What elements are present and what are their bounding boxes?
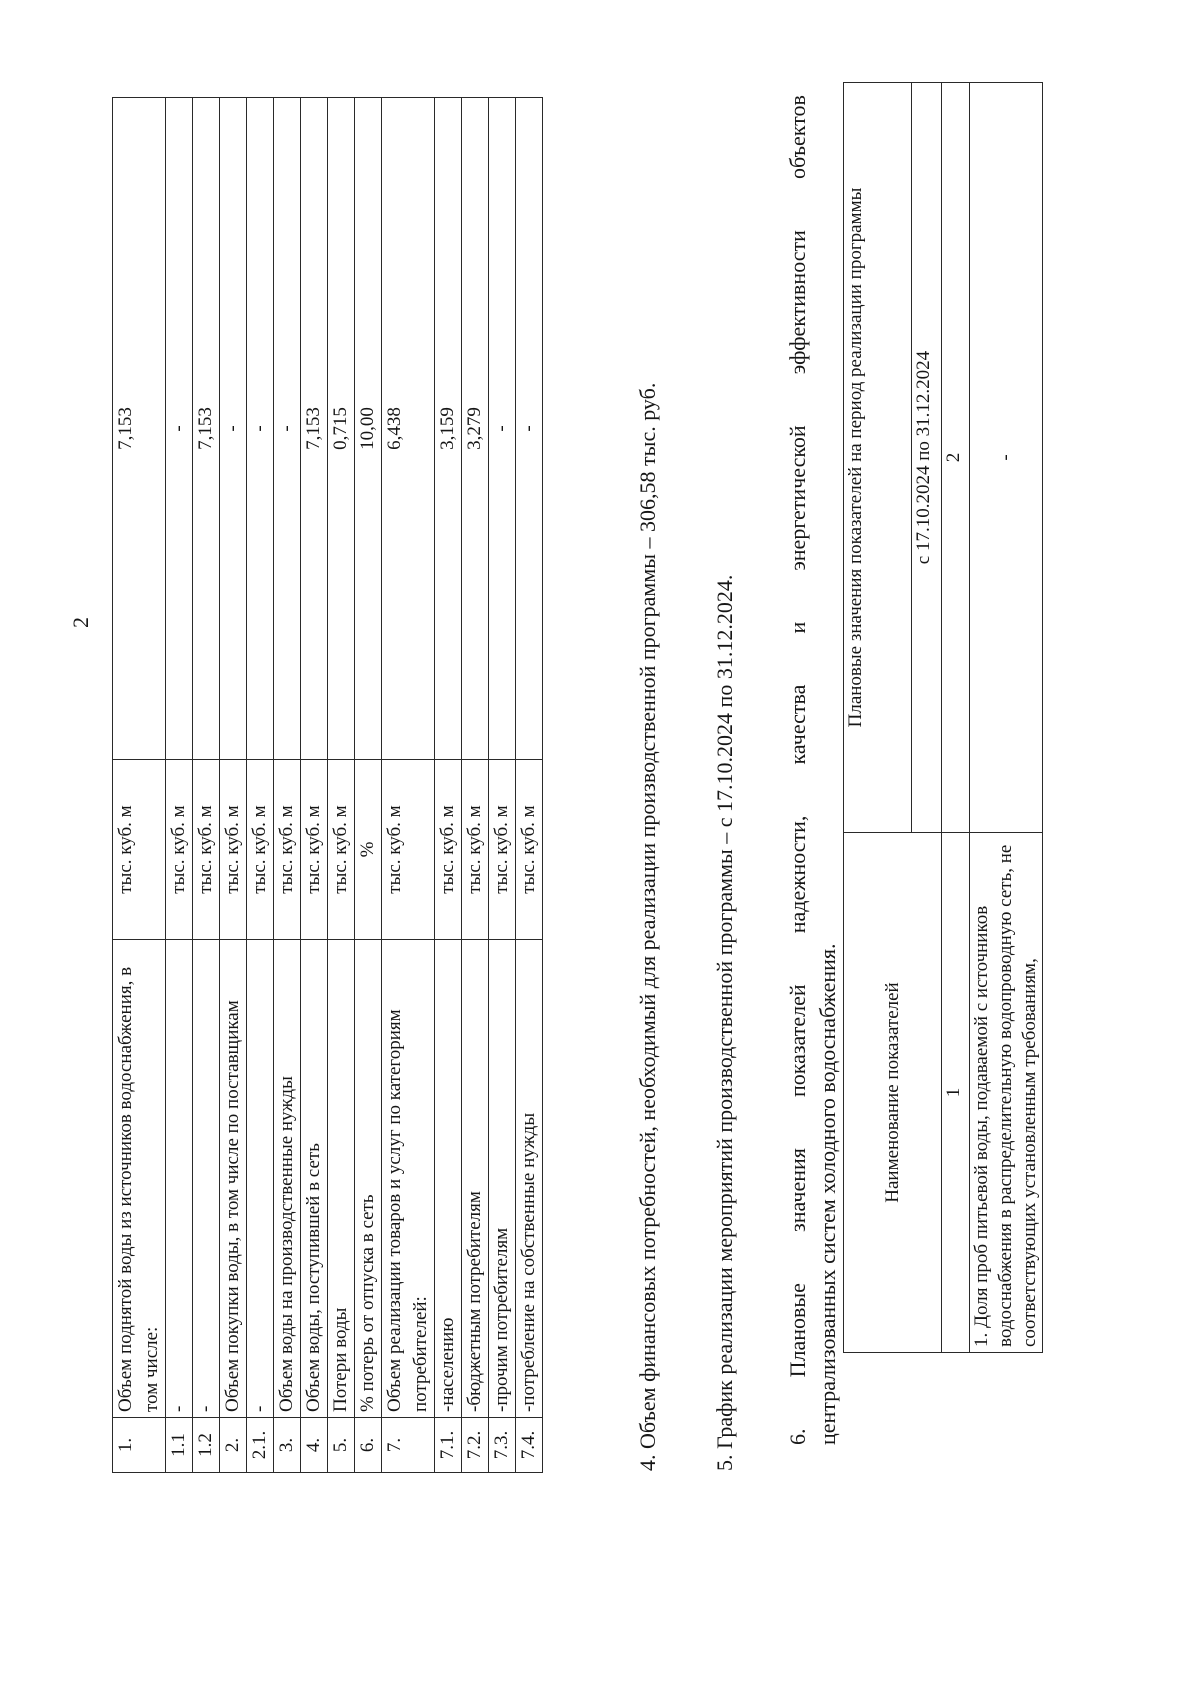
table-row [113, 98, 166, 1473]
table-row [355, 98, 382, 1473]
table-row [435, 98, 462, 1473]
section-6-heading-line2: централизованных систем холодного водоснабжения. [815, 943, 840, 1445]
row-name: Объем реализации товаров и услуг по категориям потребителей: [382, 940, 435, 1418]
row-unit: % [355, 760, 382, 940]
row-name: -потребление на собственные нужды [516, 940, 543, 1418]
header-indicator-name: Наименование показателей [844, 833, 942, 1353]
row-value: 0,715 [328, 98, 355, 760]
row-unit: тыс. куб. м [382, 760, 435, 940]
section-4-financial-needs: 4. Объем финансовых потребностей, необходимый для реализации производственной программы – 306,58 тыс. руб. [635, 382, 660, 1471]
row-unit: тыс. куб. м [166, 760, 193, 940]
row-name: Объем воды на производственные нужды [274, 940, 301, 1418]
row-unit: тыс. куб. м [301, 760, 328, 940]
section-6-word: энергетической [785, 425, 810, 571]
row-value: 10,00 [355, 98, 382, 760]
page-number: 2 [68, 617, 93, 628]
row-name: - [193, 940, 220, 1418]
row-unit: тыс. куб. м [220, 760, 247, 940]
row-name: -бюджетным потребителям [462, 940, 489, 1418]
section-6-word: 6. [785, 1428, 810, 1445]
row-number: 1.2 [193, 1418, 220, 1473]
row-name: -прочим потребителям [489, 940, 516, 1418]
row-value: - [274, 98, 301, 760]
row-name: -населению [435, 940, 462, 1418]
section-6-word: объектов [785, 95, 810, 179]
section-6-word: значения [785, 1148, 810, 1232]
table-row [274, 98, 301, 1473]
row-value: 7,153 [301, 98, 328, 760]
row-name: Объем воды, поступившей в сеть [301, 940, 328, 1418]
row-number: 7. [382, 1418, 435, 1473]
row-unit: тыс. куб. м [435, 760, 462, 940]
column-number-2: 2 [942, 83, 970, 833]
table-row [462, 98, 489, 1473]
row-number: 1. [113, 1418, 166, 1473]
indicator-row-1-value: - [970, 83, 1043, 833]
row-number: 7.2. [462, 1418, 489, 1473]
row-number: 3. [274, 1418, 301, 1473]
row-unit: тыс. куб. м [462, 760, 489, 940]
row-value: 7,153 [113, 98, 166, 760]
row-name: - [166, 940, 193, 1418]
row-value: 7,153 [193, 98, 220, 760]
table-row [193, 98, 220, 1473]
row-name: Объем поднятой воды из источников водоснабжения, в том числе: [113, 940, 166, 1418]
table-row [301, 98, 328, 1473]
row-number: 2. [220, 1418, 247, 1473]
table-row [166, 98, 193, 1473]
row-unit: тыс. куб. м [193, 760, 220, 940]
table-row [382, 98, 435, 1473]
row-value: - [220, 98, 247, 760]
row-value: - [247, 98, 274, 760]
row-name: - [247, 940, 274, 1418]
row-number: 1.1 [166, 1418, 193, 1473]
row-number: 7.3. [489, 1418, 516, 1473]
row-unit: тыс. куб. м [274, 760, 301, 940]
table-row [328, 98, 355, 1473]
indicators-table [843, 82, 1043, 1353]
row-unit: тыс. куб. м [516, 760, 543, 940]
row-unit: тыс. куб. м [113, 760, 166, 940]
row-name: Потери воды [328, 940, 355, 1418]
table-row [247, 98, 274, 1473]
section-6-heading [783, 95, 843, 1445]
row-value: 6,438 [382, 98, 435, 760]
section-6-word: и [785, 621, 810, 634]
header-plan-values: Плановые значения показателей на период реализации программы [844, 83, 912, 833]
row-number: 7.4. [516, 1418, 543, 1473]
row-value: - [516, 98, 543, 760]
row-name: % потерь от отпуска в сеть [355, 940, 382, 1418]
water-balance-table [112, 97, 543, 1473]
column-number-1: 1 [942, 833, 970, 1353]
section-6-word: надежности, [785, 815, 810, 934]
section-6-word: качества [785, 684, 810, 765]
section-5-schedule: 5. График реализации мероприятий производственной программы – с 17.10.2024 по 31.12.2024. [712, 574, 737, 1471]
row-number: 2.1. [247, 1418, 274, 1473]
header-period: с 17.10.2024 по 31.12.2024 [912, 83, 942, 833]
table-row [489, 98, 516, 1473]
row-number: 7.1. [435, 1418, 462, 1473]
section-6-word: показателей [785, 984, 810, 1098]
row-number: 5. [328, 1418, 355, 1473]
row-unit: тыс. куб. м [328, 760, 355, 940]
row-value: 3,279 [462, 98, 489, 760]
row-value: - [489, 98, 516, 760]
row-name: Объем покупки воды, в том числе по поставщикам [220, 940, 247, 1418]
row-number: 4. [301, 1418, 328, 1473]
row-value: - [166, 98, 193, 760]
row-unit: тыс. куб. м [489, 760, 516, 940]
table-row [220, 98, 247, 1473]
section-6-word: Плановые [785, 1283, 810, 1378]
table-row [516, 98, 543, 1473]
row-number: 6. [355, 1418, 382, 1473]
row-unit: тыс. куб. м [247, 760, 274, 940]
row-value: 3,159 [435, 98, 462, 760]
indicator-row-1-name: 1. Доля проб питьевой воды, подаваемой с источников водоснабжения в распределительную водопроводную сеть, не соответствующих установленным требованиям, [970, 833, 1043, 1353]
section-6-word: эффективности [785, 230, 810, 375]
